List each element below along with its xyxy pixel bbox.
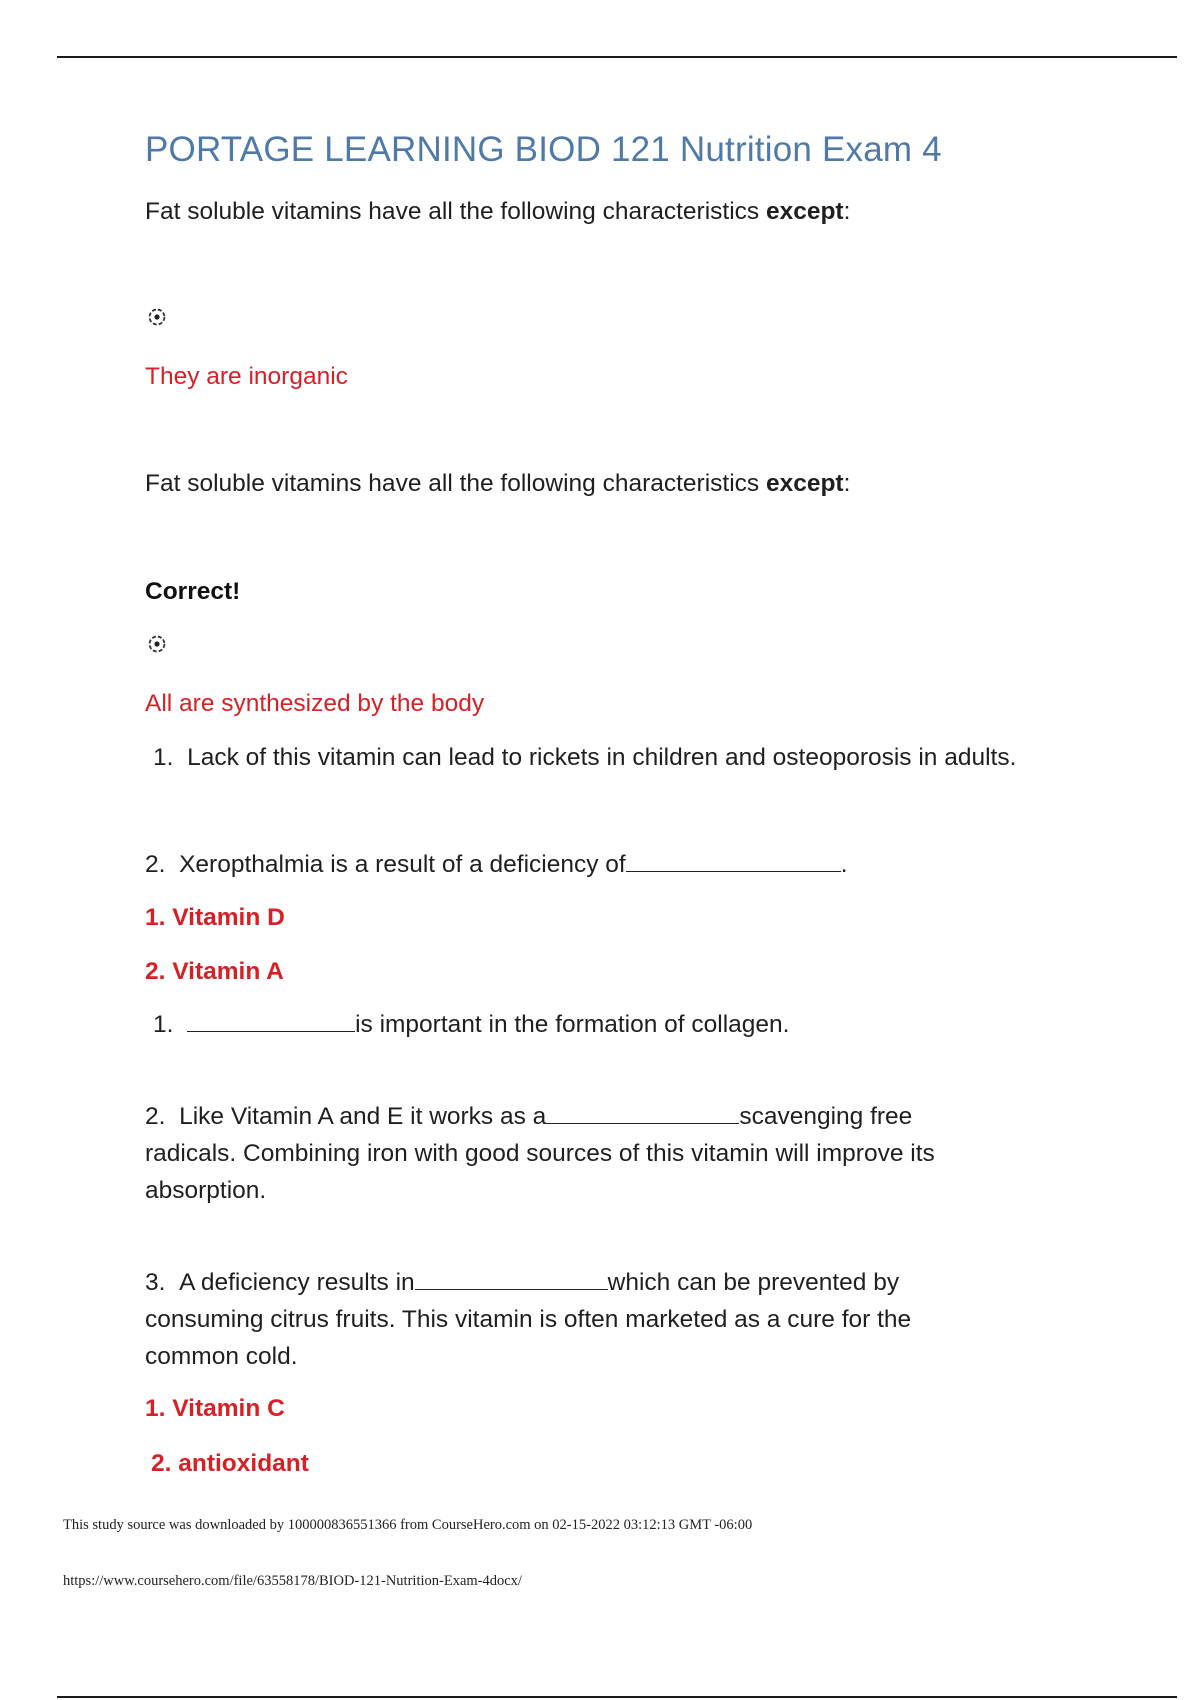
list-item xyxy=(145,1098,1025,1209)
list-item xyxy=(145,1264,1025,1375)
question-2-emphasis: except xyxy=(765,470,844,497)
source-url[interactable]: https://www.coursehero.com/file/63558178/BIOD-121-Nutrition-Exam-4docx/ xyxy=(63,1573,522,1589)
list-number: 2. xyxy=(145,851,166,878)
question-1-text: Fat soluble vitamins have all the following characteristics xyxy=(145,198,766,225)
answer-blank xyxy=(546,1107,739,1124)
list-text: Like Vitamin A and E it works as a xyxy=(179,1103,547,1130)
list-text: is important in the formation of collagen. xyxy=(355,1011,790,1038)
list-item xyxy=(145,851,848,879)
question-1-emphasis: except xyxy=(765,198,844,225)
block-1-answer-2: 2. Vitamin A xyxy=(145,958,284,985)
list-text-end: . xyxy=(840,851,848,878)
top-rule xyxy=(57,56,1177,58)
list-text: Xeropthalmia is a result of a deficiency of xyxy=(179,851,626,878)
list-text: radicals. Combining iron with good sources of this vitamin will improve its xyxy=(145,1140,935,1167)
answer-blank xyxy=(187,1015,355,1032)
list-text: common cold. xyxy=(145,1343,298,1370)
question-2 xyxy=(145,470,850,498)
question-2-text: Fat soluble vitamins have all the following characteristics xyxy=(145,470,766,497)
list-text: A deficiency results in xyxy=(179,1269,415,1296)
radio-selected-icon[interactable] xyxy=(147,634,167,654)
bottom-rule xyxy=(57,1696,1177,1698)
list-text: consuming citrus fruits. This vitamin is often marketed as a cure for the xyxy=(145,1306,912,1333)
question-2-suffix: : xyxy=(843,470,851,497)
list-number: 2. xyxy=(145,1103,166,1130)
radio-selected-icon[interactable] xyxy=(147,307,167,327)
answer-blank xyxy=(626,855,841,872)
question-1-suffix: : xyxy=(843,198,851,225)
block-1-answer-1: 1. Vitamin D xyxy=(145,904,285,931)
list-number: 3. xyxy=(145,1269,166,1296)
question-1-answer: They are inorganic xyxy=(145,363,348,390)
list-number: 1. xyxy=(153,744,174,771)
question-2-answer: All are synthesized by the body xyxy=(145,690,485,717)
list-number: 1. xyxy=(153,1011,174,1038)
list-item xyxy=(153,1011,789,1039)
page-title: PORTAGE LEARNING BIOD 121 Nutrition Exam 4 xyxy=(145,130,942,169)
list-text: scavenging free xyxy=(739,1103,913,1130)
question-1 xyxy=(145,198,850,226)
list-item xyxy=(153,744,1016,772)
answer-blank xyxy=(415,1273,608,1290)
correct-label: Correct! xyxy=(145,578,241,605)
block-2-answer-1: 1. Vitamin C xyxy=(145,1395,285,1422)
list-text: absorption. xyxy=(145,1177,267,1204)
block-2-answer-2: 2. antioxidant xyxy=(151,1450,309,1477)
list-text: which can be prevented by xyxy=(607,1269,900,1296)
download-notice: This study source was downloaded by 100000836551366 from CourseHero.com on 02-15-2022 03:12:13 GMT -06:00 xyxy=(63,1517,753,1533)
list-text: Lack of this vitamin can lead to rickets in children and osteoporosis in adults. xyxy=(187,744,1017,771)
